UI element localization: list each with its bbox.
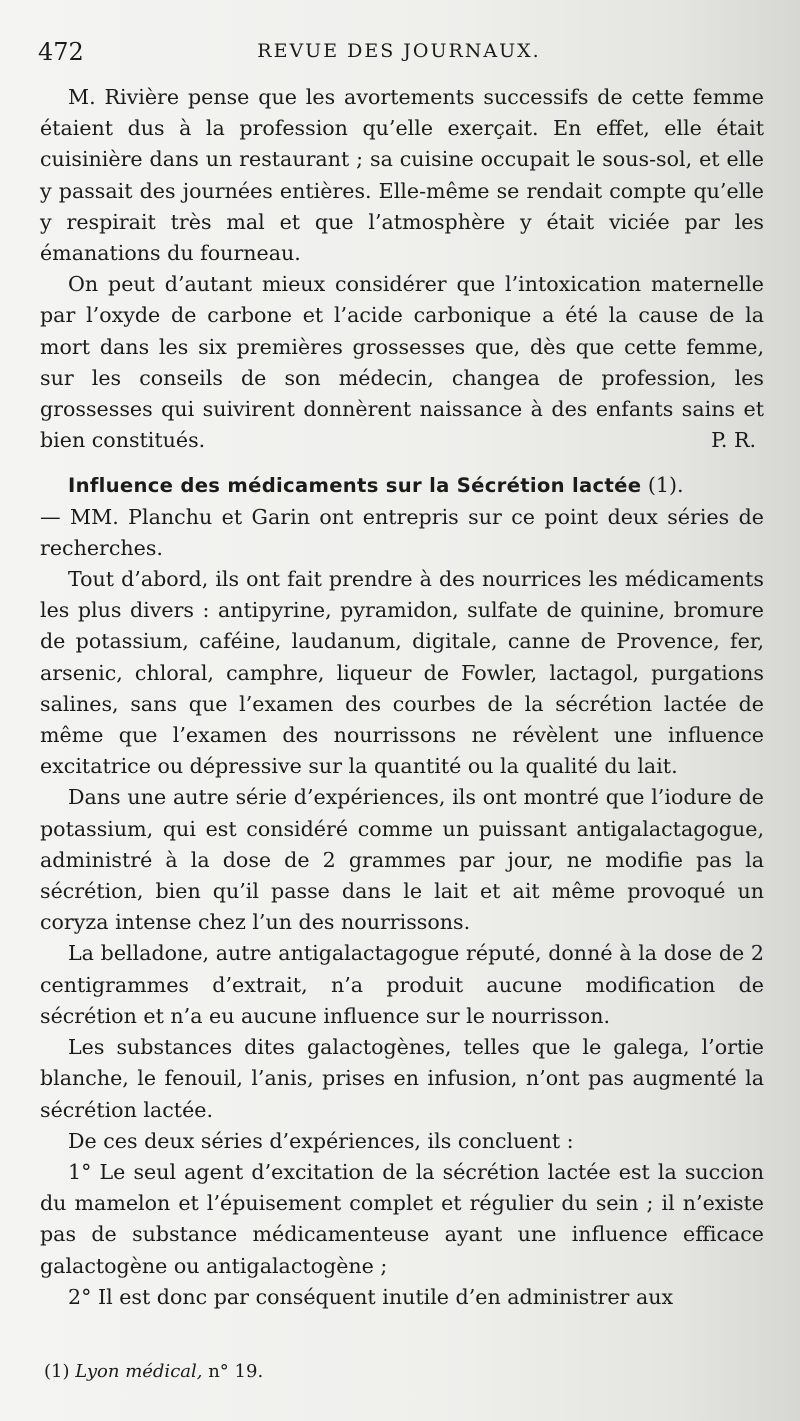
footnote-issue: n° 19. bbox=[208, 1361, 264, 1382]
conclusion-item: 2° Il est donc par conséquent inutile d’en administrer aux bbox=[68, 1284, 674, 1309]
paragraph: Tout d’abord, ils ont fait prendre à des nourrices les médicaments les plus divers : antipyrine, pyramidon, sulfate de quinine, bromure de potassium, caféine, laudanum, digitale, canne de Provence, fer, arsenic, chloral, camphre, liqueur de Fowler, lactagol, purgations salines, sans que l’examen des courbes de la sécrétion lactée de même que l’examen des nourrissons ne révèlent une influence excitatrice ou dépressive sur la quantité ou la qualité du lait. bbox=[40, 567, 764, 779]
paragraph: Les substances dites galactogènes, telles que le galega, l’ortie blanche, le fenouil, l’anis, prises en infusion, n’ont pas augmenté la sécrétion lactée. bbox=[40, 1035, 764, 1122]
paragraph-text: On peut d’autant mieux considérer que l’intoxication maternelle par l’oxyde de carbone et l’acide carbonique a été la cause de la mort dans les six premières grossesses que, dès que cette femme, sur les conseils de son médecin, changea de profession, les grossesses qui suivirent donnèrent naissance à des enfants sains et bien constitués. bbox=[40, 272, 764, 453]
footnote bbox=[44, 1361, 263, 1382]
footnote-reference: (1). bbox=[647, 473, 684, 498]
conclusion-item: 1° Le seul agent d’excitation de la sécrétion lactée est la succion du mamelon et l’épuisement complet et régulier du sein ; il n’existe pas de substance médicamenteuse ayant une influence efficace galactogène ou antigalactogène ; bbox=[40, 1159, 764, 1278]
article-intro: — MM. Planchu et Garin ont entrepris sur ce point deux séries de recherches. bbox=[40, 504, 764, 560]
author-signature: P. R. bbox=[711, 428, 756, 453]
page-number: 472 bbox=[38, 38, 84, 66]
article-heading-paragraph bbox=[40, 470, 764, 501]
footnote-marker: (1) bbox=[44, 1361, 70, 1382]
paragraph: M. Rivière pense que les avortements successifs de cette femme étaient dus à la profession qu’elle exerçait. En effet, elle était cuisinière dans un restaurant ; sa cuisine occupait le sous-sol, et elle y passait des journées entières. Elle-même se rendait compte qu’elle y respirait très mal et que l’atmosphère y était viciée par les émanations du fourneau. bbox=[40, 85, 764, 266]
page-header bbox=[38, 38, 760, 72]
paragraph: Dans une autre série d’expériences, ils ont montré que l’iodure de potassium, qui est considéré comme un puissant antigalactagogue, administré à la dose de 2 grammes par jour, ne modifie pas la sécrétion, bien qu’il passe dans le lait et ait même provoqué un coryza intense chez l’un des nourrissons. bbox=[40, 785, 764, 935]
running-head: REVUE DES JOURNAUX. bbox=[257, 40, 541, 62]
article-title: Influence des médicaments sur la Sécrétion lactée bbox=[68, 474, 642, 498]
body-text bbox=[40, 82, 764, 1313]
paragraph: La belladone, autre antigalactagogue réputé, donné à la dose de 2 centigrammes d’extrait, n’a produit aucune modification de sécrétion et n’a eu aucune influence sur le nourrisson. bbox=[40, 941, 764, 1028]
footnote-journal: Lyon médical, bbox=[75, 1361, 203, 1382]
paragraph bbox=[40, 269, 764, 456]
paragraph: De ces deux séries d’expériences, ils concluent : bbox=[68, 1128, 574, 1153]
